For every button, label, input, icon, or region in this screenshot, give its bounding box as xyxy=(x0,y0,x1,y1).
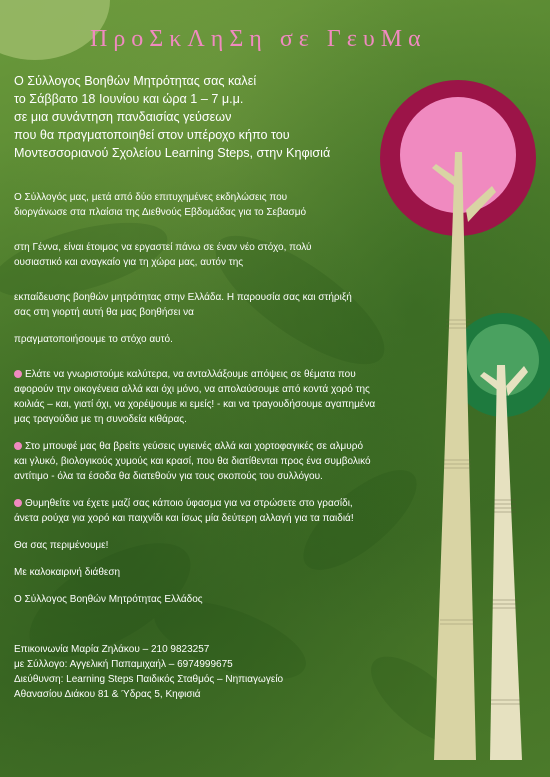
body-line: πραγματοποιήσουμε το στόχο αυτό. xyxy=(14,334,173,345)
bullet-line: και γλυκό, βιολογικούς χυμούς και κρασί, που θα διατίθενται προς ένα συμβολικό xyxy=(14,456,371,467)
closing-signature: Ο Σύλλογος Βοηθών Μητρότητας Ελλάδος xyxy=(14,594,203,605)
pink-bullet-icon xyxy=(14,370,22,378)
contact-line: Αθανασίου Διάκου 81 & Ύδρας 5, Κηφισιά xyxy=(14,689,201,700)
body-text xyxy=(14,190,414,607)
closing-greeting: Με καλοκαιρινή διάθεση xyxy=(14,567,121,578)
intro-line: Μοντεσσοριανού Σχολείου Learning Steps, στην Κηφισιά xyxy=(14,146,331,160)
bullet-line: αφορούν την οικογένεια αλλά και όχι μόνο, να απολαύσουμε από κοντά χορό της xyxy=(14,384,370,395)
body-line: ουσιαστικό και αναγκαίο για τη χώρα μας, αυτόν της xyxy=(14,257,244,268)
tall-tree-trunk xyxy=(432,152,496,760)
bullet-paragraph xyxy=(14,439,414,484)
intro-line: το Σάββατο 18 Ιουνίου και ώρα 1 – 7 μ.μ. xyxy=(14,92,244,106)
intro-line: Ο Σύλλογος Βοηθών Μητρότητας σας καλεί xyxy=(14,74,257,88)
closing-wait: Θα σας περιμένουμε! xyxy=(14,540,109,551)
bullet-line: Θυμηθείτε να έχετε μαζί σας κάποιο ύφασμα για να στρώσετε στο γρασίδι, xyxy=(25,498,353,509)
body-line: Ο Σύλλογός μας, μετά από δύο επιτυχημένες εκδηλώσεις που xyxy=(14,192,288,203)
contact-line: Διεύθυνση: Learning Steps Παιδικός Σταθμός – Νηπιαγωγείο xyxy=(14,674,284,685)
intro-text xyxy=(14,72,414,162)
body-line: σας στη γιορτή αυτή θα μας βοηθήσει να xyxy=(14,307,194,318)
intro-line: που θα πραγματοποιηθεί στον υπέροχο κήπο του xyxy=(14,128,290,142)
body-line: διοργάνωσε στα πλαίσια της Διεθνούς Εβδομάδας για το Σεβασμό xyxy=(14,207,307,218)
pink-bullet-icon xyxy=(14,442,22,450)
bullet-line: αντίτιμο - όλα τα έσοδα θα διατεθούν για τους σκοπούς του συλλόγου. xyxy=(14,471,323,482)
bullet-paragraph xyxy=(14,496,414,526)
body-line: εκπαίδευσης βοηθών μητρότητας στην Ελλάδα. Η παρουσία σας και στήριξή xyxy=(14,292,352,303)
contact-line: Επικοινωνία Μαρία Ζηλάκου – 210 9823257 xyxy=(14,644,210,655)
intro-line: σε μια συνάντηση πανδαισίας γεύσεων xyxy=(14,110,232,124)
bullet-line: Ελάτε να γνωριστούμε καλύτερα, να ανταλλάξουμε απόψεις σε θέματα που xyxy=(25,369,356,380)
body-line: στη Γέννα, είναι έτοιμος να εργαστεί πάνω σε έναν νέο στόχο, πολύ xyxy=(14,242,312,253)
paragraph-1 xyxy=(14,190,414,347)
contact-info xyxy=(14,642,414,702)
bullet-line: κοιλιάς – και, γιατί όχι, να χορέψουμε κι εμείς! - και να τραγουδήσουμε αγαπημένα xyxy=(14,399,376,410)
contact-line: με Σύλλογο: Αγγελική Παπαμιχαήλ – 6974999675 xyxy=(14,659,233,670)
short-tree-trunk xyxy=(480,365,528,760)
bullet-line: Στο μπουφέ μας θα βρείτε γεύσεις υγιεινές αλλά και χορτοφαγικές σε αλμυρό xyxy=(25,441,364,452)
bullet-paragraph xyxy=(14,367,414,427)
bullet-line: άνετα ρούχα για χορό και παιχνίδι και ίσως μία δεύτερη αλλαγή για τα παιδιά! xyxy=(14,513,354,524)
page-title: ΠροΣκΛηΣη σε ΓευΜα xyxy=(90,26,427,52)
bullet-line: μας τραγούδια με τη συνοδεία κιθάρας. xyxy=(14,414,187,425)
pink-bullet-icon xyxy=(14,499,22,507)
